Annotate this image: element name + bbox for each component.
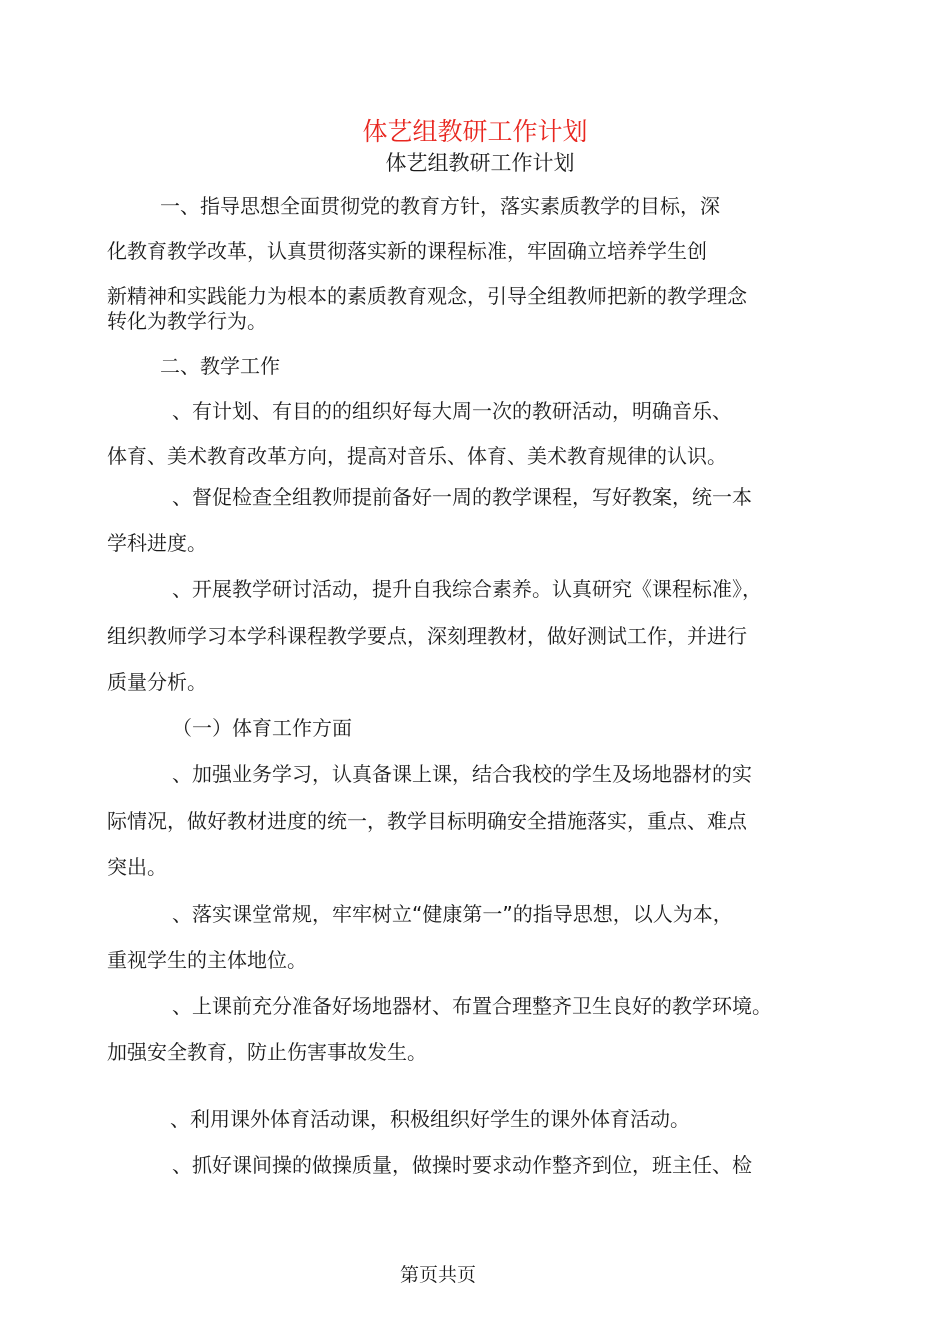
- document-title: 体艺组教研工作计划: [385, 151, 575, 175]
- paragraph-line: 体育、美术教育改革方向，提高对音乐、体育、美术教育规律的认识。: [107, 444, 727, 468]
- paragraph-line: 学科进度。: [107, 531, 207, 555]
- page-footer: 第页共页: [399, 1264, 476, 1286]
- paragraph-line: 、开展教学研讨活动，提升自我综合素养。认真研究《课程标准》，: [172, 577, 762, 601]
- paragraph-line: 、利用课外体育活动课，积极组织好学生的课外体育活动。: [170, 1107, 690, 1131]
- paragraph-line: 际情况，做好教材进度的统一，教学目标明确安全措施落实，重点、难点: [107, 809, 747, 833]
- paragraph-line: 加强安全教育，防止伤害事故发生。: [107, 1040, 427, 1064]
- paragraph-line: 、加强业务学习，认真备课上课，结合我校的学生及场地器材的实: [172, 762, 752, 786]
- section-heading: （一）体育工作方面: [172, 716, 352, 740]
- paragraph-line: 、督促检查全组教师提前备好一周的教学课程，写好教案，统一本: [172, 485, 752, 509]
- paragraph-line: 重视学生的主体地位。: [107, 948, 307, 972]
- paragraph-line: 一、指导思想全面贯彻党的教育方针，落实素质教学的目标，深: [160, 194, 720, 218]
- paragraph-line: 新精神和实践能力为根本的素质教育观念，引导全组教师把新的教学理念: [107, 284, 747, 308]
- paragraph-line: 组织教师学习本学科课程教学要点，深刻理教材，做好测试工作，并进行: [107, 624, 747, 648]
- paragraph-line: 、抓好课间操的做操质量，做操时要求动作整齐到位，班主任、检: [172, 1153, 752, 1177]
- paragraph-line: 、落实课堂常规，牢牢树立“健康第一”的指导思想，以人为本，: [172, 902, 733, 926]
- paragraph-line: 化教育教学改革，认真贯彻落实新的课程标准，牢固确立培养学生创: [107, 239, 707, 263]
- document-title-red: 体艺组教研工作计划: [362, 117, 588, 146]
- paragraph-line: 质量分析。: [107, 670, 207, 694]
- paragraph-line: 突出。: [107, 855, 167, 879]
- paragraph-line: 、上课前充分准备好场地器材、布置合理整齐卫生良好的教学环境。: [172, 994, 772, 1018]
- paragraph-line: 转化为教学行为。: [107, 309, 267, 333]
- paragraph-line: 、有计划、有目的的组织好每大周一次的教研活动，明确音乐、: [172, 399, 732, 423]
- section-heading: 二、教学工作: [160, 354, 280, 378]
